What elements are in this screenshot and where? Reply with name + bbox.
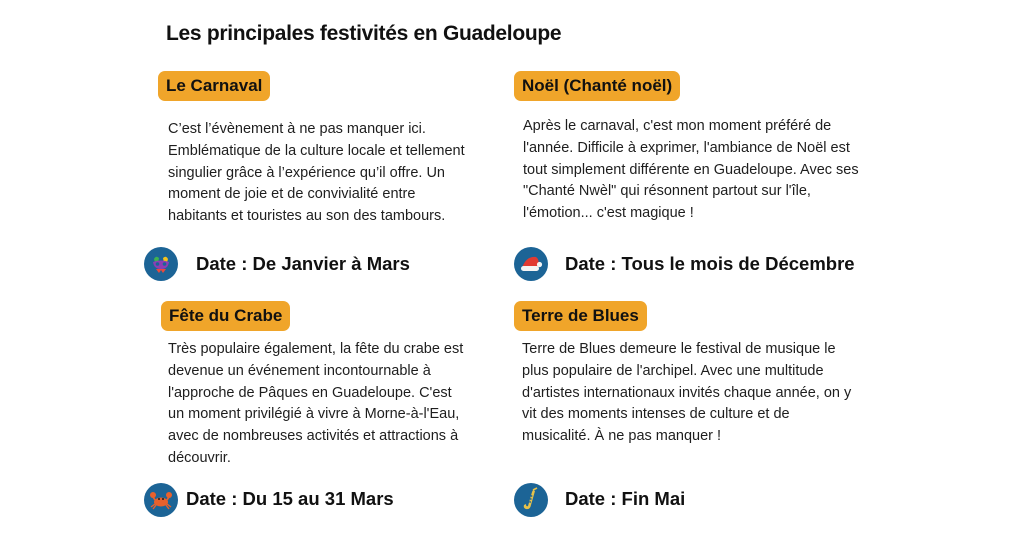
festival-title-terre-de-blues: Terre de Blues <box>514 301 647 331</box>
festival-title-crabe: Fête du Crabe <box>161 301 290 331</box>
festival-description-noel: Après le carnaval, c'est mon moment préféré de l'année. Difficile à exprimer, l'ambiance de Noël est tout simplement différente en Guadeloupe. Avec ses "Chanté Nwèl" qui résonnent partout sur l'île, l'émotion... c'est magique ! <box>523 118 859 222</box>
festival-description-terre-de-blues: Terre de Blues demeure le festival de musique le plus populaire de l'archipel. Avec une multitude d'artistes internationaux invités chaque année, on y vit des moments intenses de culture et de musicalité. À ne pas manquer ! <box>522 341 852 445</box>
festival-date-terre-de-blues: Date : Fin Mai <box>565 488 686 509</box>
festival-description-crabe: Très populaire également, la fête du crabe est devenue un événement incontournable à l'approche de Pâques en Guadeloupe. C'est un moment privilégié à vivre à Morne-à-l'Eau, avec de nombreuses activités et attractions à découvrir. <box>168 341 464 466</box>
crab-icon <box>144 483 178 517</box>
festival-date-crabe: Date : Du 15 au 31 Mars <box>186 488 394 509</box>
carnival-mask-icon <box>144 247 178 281</box>
page-title: Les principales festivités en Guadeloupe <box>166 22 562 45</box>
festival-title-carnaval: Le Carnaval <box>158 71 270 101</box>
santa-hat-icon <box>514 247 548 281</box>
festival-date-noel: Date : Tous le mois de Décembre <box>565 253 855 274</box>
festival-date-carnaval: Date : De Janvier à Mars <box>196 253 410 274</box>
festival-title-noel: Noël (Chanté noël) <box>514 71 680 101</box>
saxophone-icon <box>514 483 548 517</box>
festival-description-carnaval: C’est l’évènement à ne pas manquer ici. Emblématique de la culture locale et tellement singulier grâce à l’expérience qu’il offre. Un moment de joie et de convivialité entre habitants et touristes au son des tambours. <box>168 121 465 225</box>
